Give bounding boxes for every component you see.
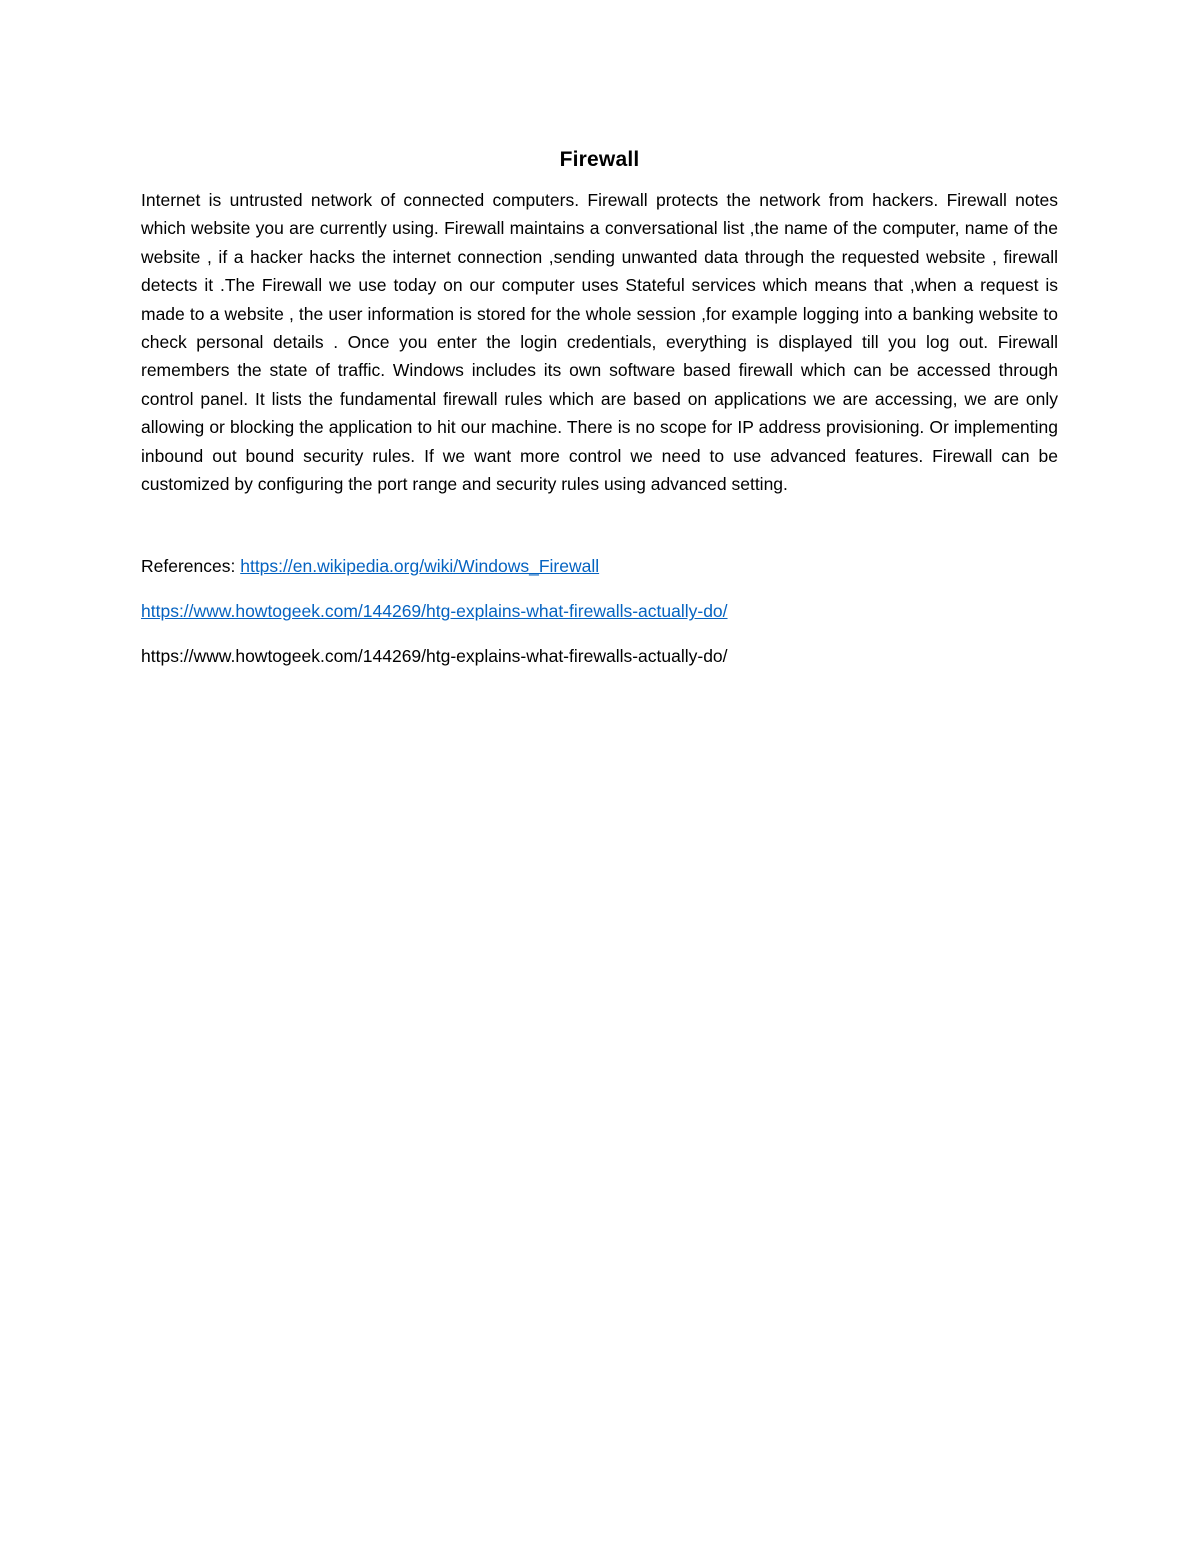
reference-link-wikipedia[interactable]: https://en.wikipedia.org/wiki/Windows_Firewall — [240, 556, 600, 577]
document-content — [141, 146, 1058, 689]
reference-line-3 — [141, 644, 1058, 668]
reference-line-2 — [141, 599, 1058, 623]
references-label: References: — [141, 556, 241, 577]
document-title: Firewall — [559, 148, 640, 171]
references-line — [141, 554, 1058, 578]
body-paragraph: Internet is untrusted network of connected computers. Firewall protects the network from hackers. Firewall notes which website you are currently using. Firewall maintains a conversational list ,the name of the computer, name of the website , if a hacker hacks the internet connection ,sending unwanted data through the requested website , firewall detects it .The Firewall we use today on our computer uses Stateful services which means that ,when a request is made to a website , the user information is stored for the whole session ,for example logging into a banking website to check personal details . Once you enter the login credentials, everything is displayed till you log out. Firewall remembers the state of traffic. Windows includes its own software based firewall which can be accessed through control panel. It lists the fundamental firewall rules which are based on applications we are accessing, we are only allowing or blocking the application to hit our machine. There is no scope for IP address provisioning. Or implementing inbound out bound security rules. If we want more control we need to use advanced features. Firewall can be customized by configuring the port range and security rules using advanced setting. — [141, 190, 1058, 495]
reference-plain-url: https://www.howtogeek.com/144269/htg-explains-what-firewalls-actually-do/ — [141, 646, 728, 667]
reference-link-howtogeek[interactable]: https://www.howtogeek.com/144269/htg-explains-what-firewalls-actually-do/ — [141, 601, 728, 622]
references-section — [141, 554, 1058, 668]
